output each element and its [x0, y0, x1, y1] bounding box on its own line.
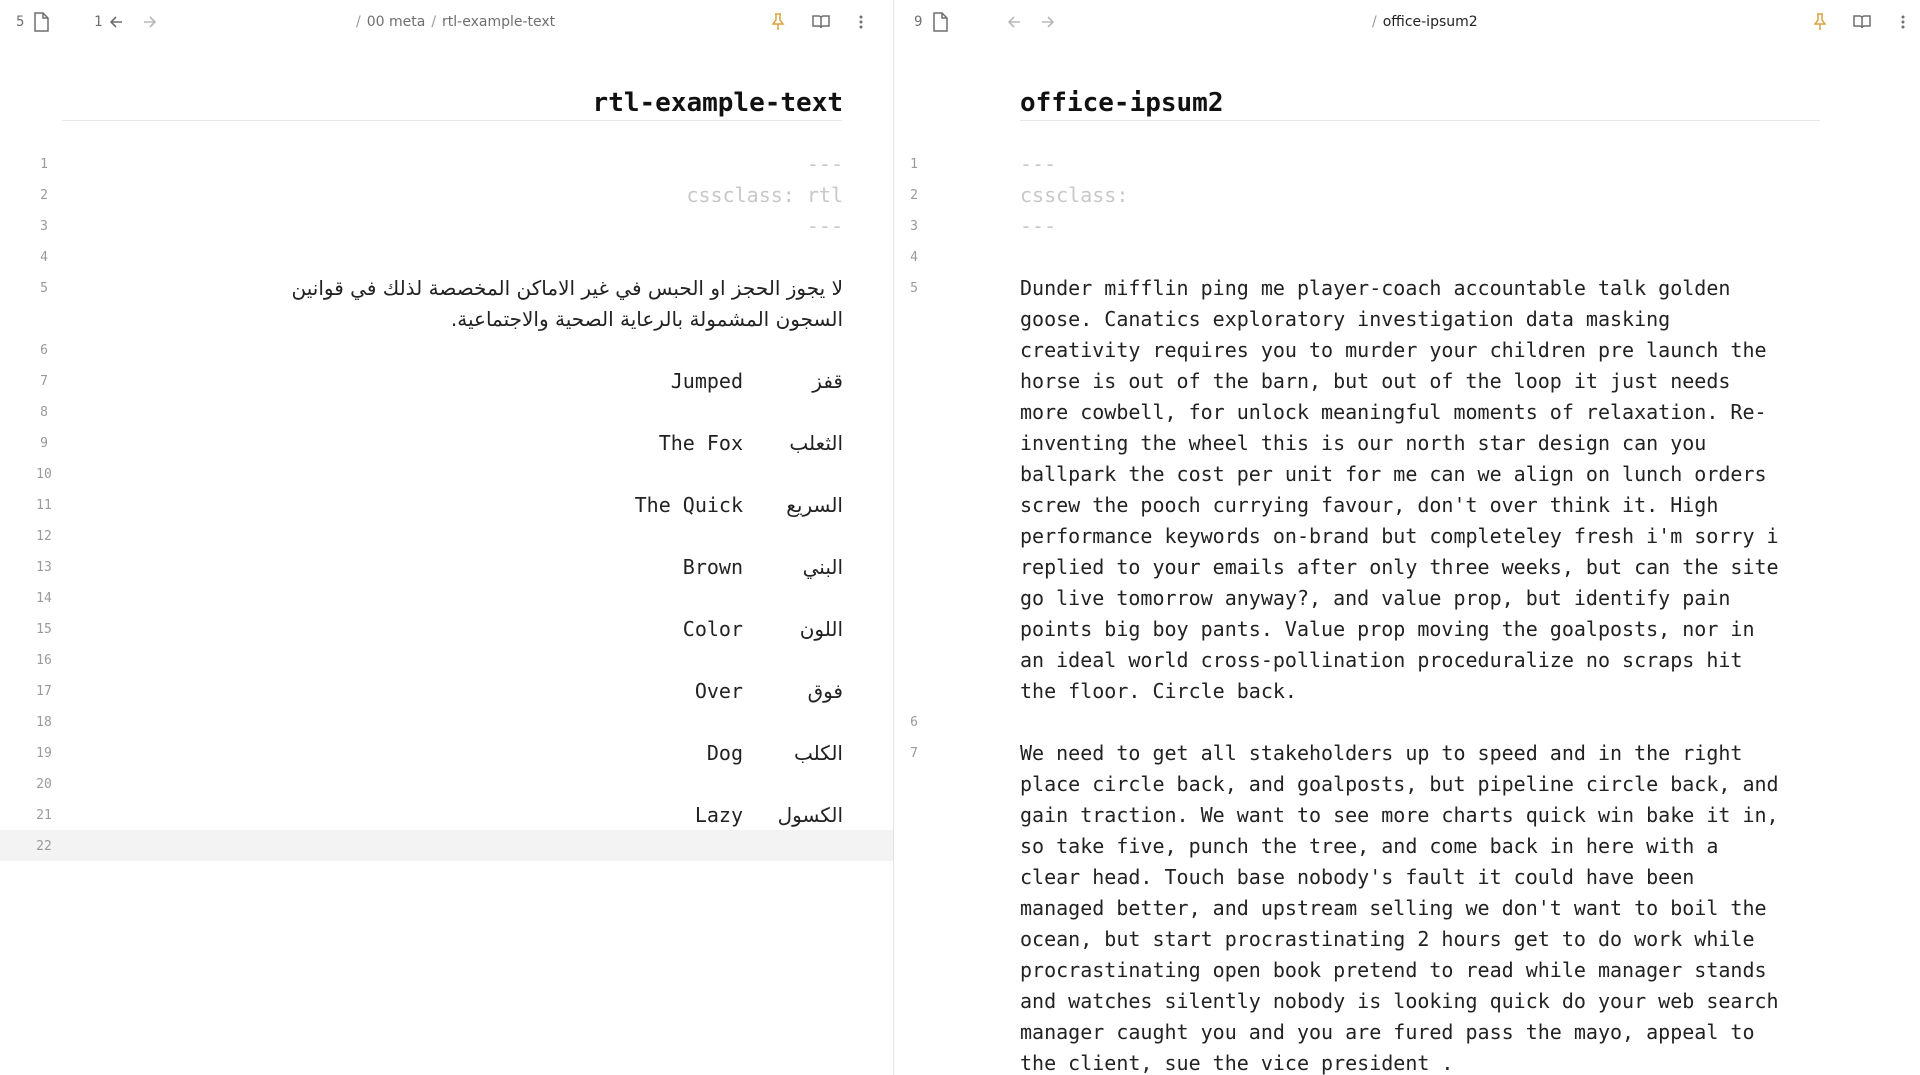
- more-options-icon[interactable]: [1900, 12, 1906, 32]
- paragraph-line: ballpark the cost per unit for me can we align on lunch orders: [1020, 462, 1767, 486]
- paragraph-line: Dunder mifflin ping me player-coach accountable talk golden: [1020, 276, 1731, 300]
- line-number: 3: [40, 219, 48, 234]
- line-number: 16: [36, 653, 52, 668]
- line-number: 10: [36, 467, 52, 482]
- line-number: 2: [910, 188, 918, 203]
- paragraph-line: inventing the wheel this is our north star design can you: [1020, 431, 1707, 455]
- frontmatter-line: ---: [806, 214, 843, 238]
- text-line: السجون المشمولة بالرعاية الصحية والاجتماعية.: [450, 307, 843, 331]
- rtl-word-english: Over: [694, 679, 743, 703]
- left-forward-count: 1: [94, 14, 103, 30]
- file-icon[interactable]: [33, 12, 50, 32]
- paragraph-line: place circle back, and goalposts, but pipeline circle back, and: [1020, 772, 1779, 796]
- right-view-header: [894, 0, 1920, 44]
- line-number: 5: [910, 281, 918, 296]
- paragraph-line: more cowbell, for unlock meaningful moments of relaxation. Re-: [1020, 400, 1767, 424]
- paragraph-line: procrastinating open book pretend to read while manager stands: [1020, 958, 1767, 982]
- title-divider: [62, 120, 842, 121]
- paragraph-line: horse is out of the barn, but out of the loop it just needs: [1020, 369, 1731, 393]
- line-number: 14: [36, 591, 52, 606]
- paragraph-line: performance keywords on-brand but completeley fresh i'm sorry i: [1020, 524, 1779, 548]
- frontmatter-line: ---: [806, 152, 843, 176]
- line-number: 8: [40, 405, 48, 420]
- title-divider: [1020, 120, 1820, 121]
- line-number: 20: [36, 777, 52, 792]
- paragraph-line: We need to get all stakeholders up to speed and in the right: [1020, 741, 1743, 765]
- frontmatter-line: cssclass: rtl: [686, 183, 843, 207]
- breadcrumb-file[interactable]: rtl-example-text: [442, 14, 556, 30]
- rtl-word-arabic: فوق: [807, 679, 843, 703]
- paragraph-line: an ideal world cross-pollination proceduralize no scraps hit: [1020, 648, 1743, 672]
- rtl-word-arabic: اللون: [799, 617, 843, 641]
- left-view-header: [0, 0, 893, 44]
- line-number: 2: [40, 188, 48, 203]
- line-number: 17: [36, 684, 52, 699]
- file-icon[interactable]: [932, 12, 949, 32]
- paragraph-line: clear head. Touch base nobody's fault it could have been: [1020, 865, 1695, 889]
- paragraph-line: so take five, punch the tree, and come back in here with a: [1020, 834, 1719, 858]
- line-number: 7: [40, 374, 48, 389]
- note-title[interactable]: office-ipsum2: [1020, 88, 1224, 118]
- frontmatter-line: ---: [1020, 214, 1057, 238]
- line-number: 9: [40, 436, 48, 451]
- paragraph-line: and watches silently nobody is looking quick do your web search: [1020, 989, 1779, 1013]
- line-number: 12: [36, 529, 52, 544]
- line-number: 19: [36, 746, 52, 761]
- rtl-word-english: Brown: [682, 555, 743, 579]
- line-number: 3: [910, 219, 918, 234]
- paragraph-line: the floor. Circle back.: [1020, 679, 1297, 703]
- rtl-word-arabic: الكسول: [777, 803, 843, 827]
- reading-view-icon[interactable]: [811, 12, 831, 32]
- more-options-icon[interactable]: [858, 12, 864, 32]
- line-number: 18: [36, 715, 52, 730]
- line-number: 1: [40, 157, 48, 172]
- paragraph-line: manager caught you and you are fured pass the mayo, appeal to: [1020, 1020, 1755, 1044]
- forward-arrow-icon[interactable]: [142, 12, 158, 32]
- reading-view-icon[interactable]: [1852, 12, 1872, 32]
- text-line: لا يجوز الحجز او الحبس في غير الاماكن المخصصة لذلك في قوانين: [291, 276, 843, 300]
- paragraph-line: points big boy pants. Value prop moving the goalposts, nor in: [1020, 617, 1755, 641]
- line-number: 4: [40, 250, 48, 265]
- rtl-word-english: Lazy: [694, 803, 743, 827]
- paragraph-line: replied to your emails after only three weeks, but can the site: [1020, 555, 1779, 579]
- line-number: 4: [910, 250, 918, 265]
- paragraph-line: the client, sue the vice president .: [1020, 1051, 1454, 1075]
- rtl-word-arabic: الكلب: [794, 741, 843, 765]
- line-number: 6: [40, 343, 48, 358]
- right-breadcrumb: / office-ipsum2: [1372, 14, 1478, 30]
- active-line-highlight: [0, 830, 893, 861]
- left-history-count: 5: [16, 14, 25, 30]
- rtl-word-english: Dog: [706, 741, 743, 765]
- paragraph-line: ocean, but start procrastinating 2 hours get to do work while: [1020, 927, 1755, 951]
- breadcrumb-file[interactable]: office-ipsum2: [1382, 14, 1478, 30]
- forward-arrow-icon[interactable]: [1040, 12, 1056, 32]
- line-number: 6: [910, 715, 918, 730]
- paragraph-line: goose. Canatics exploratory investigation data masking: [1020, 307, 1671, 331]
- left-editor-pane: [0, 0, 894, 1075]
- back-arrow-icon[interactable]: [108, 12, 124, 32]
- line-number: 15: [36, 622, 52, 637]
- rtl-word-english: The Fox: [658, 431, 743, 455]
- frontmatter-line: ---: [1020, 152, 1057, 176]
- back-arrow-icon[interactable]: [1006, 12, 1022, 32]
- rtl-word-arabic: الثعلب: [789, 431, 843, 455]
- paragraph-line: managed better, and upstream selling we don't want to boil the: [1020, 896, 1767, 920]
- line-number: 11: [36, 498, 52, 513]
- rtl-word-arabic: البني: [802, 555, 843, 579]
- rtl-word-arabic: قفز: [812, 369, 843, 393]
- paragraph-line: go live tomorrow anyway?, and value prop, but identify pain: [1020, 586, 1731, 610]
- pin-icon[interactable]: [1812, 12, 1828, 32]
- line-number: 7: [910, 746, 918, 761]
- line-number: 5: [40, 281, 48, 296]
- paragraph-line: screw the pooch currying favour, don't over think it. High: [1020, 493, 1719, 517]
- line-number: 22: [36, 839, 52, 854]
- paragraph-line: creativity requires you to murder your children pre launch the: [1020, 338, 1767, 362]
- left-breadcrumb: / 00 meta / rtl-example-text: [356, 14, 556, 30]
- right-history-count: 9: [914, 14, 923, 30]
- line-number: 21: [36, 808, 52, 823]
- line-number: 1: [910, 157, 918, 172]
- paragraph-line: gain traction. We want to see more charts quick win bake it in,: [1020, 803, 1779, 827]
- right-editor-pane: [894, 0, 1920, 1075]
- line-number: 13: [36, 560, 52, 575]
- rtl-word-english: Jumped: [670, 369, 743, 393]
- note-title[interactable]: rtl-example-text: [592, 88, 843, 118]
- rtl-word-arabic: السريع: [786, 493, 843, 517]
- rtl-word-english: Color: [682, 617, 743, 641]
- frontmatter-line: cssclass:: [1020, 183, 1129, 207]
- breadcrumb-folder[interactable]: 00 meta: [366, 14, 426, 30]
- pin-icon[interactable]: [770, 12, 786, 32]
- rtl-word-english: The Quick: [634, 493, 743, 517]
